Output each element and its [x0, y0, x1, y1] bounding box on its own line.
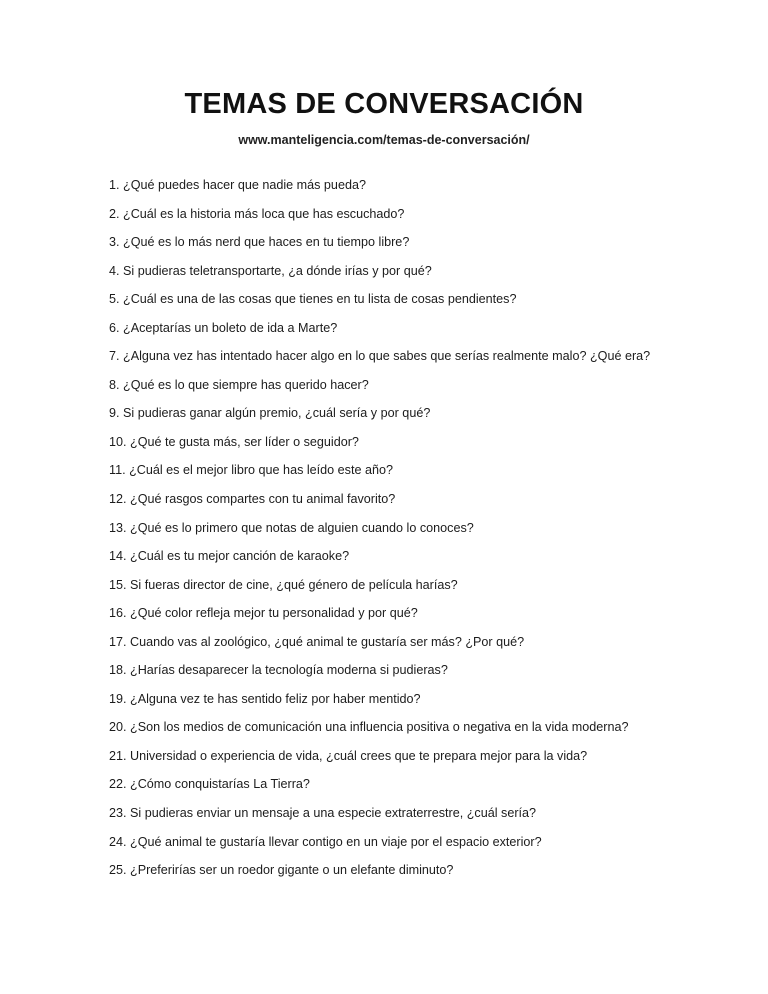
- source-url: www.manteligencia.com/temas-de-conversación/: [238, 133, 530, 147]
- list-item: 23. Si pudieras enviar un mensaje a una especie extraterrestre, ¿cuál sería?: [109, 806, 537, 821]
- list-item: 2. ¿Cuál es la historia más loca que has escuchado?: [109, 206, 405, 221]
- list-item: 9. Si pudieras ganar algún premio, ¿cuál sería y por qué?: [109, 406, 431, 421]
- list-item: 25. ¿Preferirías ser un roedor gigante o un elefante diminuto?: [109, 863, 454, 878]
- list-item: 14. ¿Cuál es tu mejor canción de karaoke?: [109, 549, 350, 564]
- list-item: 17. Cuando vas al zoológico, ¿qué animal te gustaría ser más? ¿Por qué?: [109, 634, 525, 649]
- list-item: 15. Si fueras director de cine, ¿qué género de película harías?: [109, 577, 458, 592]
- list-item: 11. ¿Cuál es el mejor libro que has leído este año?: [109, 463, 393, 478]
- list-item: 12. ¿Qué rasgos compartes con tu animal favorito?: [109, 492, 396, 507]
- list-item: 5. ¿Cuál es una de las cosas que tienes en tu lista de cosas pendientes?: [109, 292, 517, 307]
- document-title: TEMAS DE CONVERSACIÓN: [184, 88, 584, 120]
- list-item: 3. ¿Qué es lo más nerd que haces en tu tiempo libre?: [109, 235, 410, 250]
- list-item: 19. ¿Alguna vez te has sentido feliz por haber mentido?: [109, 691, 421, 706]
- list-item: 10. ¿Qué te gusta más, ser líder o seguidor?: [109, 434, 359, 449]
- list-item: 16. ¿Qué color refleja mejor tu personalidad y por qué?: [109, 606, 418, 621]
- list-item: 18. ¿Harías desaparecer la tecnología moderna si pudieras?: [109, 663, 448, 678]
- list-item: 4. Si pudieras teletransportarte, ¿a dónde irías y por qué?: [109, 263, 432, 278]
- list-item: 22. ¿Cómo conquistarías La Tierra?: [109, 777, 310, 792]
- list-item: 7. ¿Alguna vez has intentado hacer algo en lo que sabes que serías realmente malo? ¿Qué era?: [109, 349, 651, 364]
- list-item: 24. ¿Qué animal te gustaría llevar contigo en un viaje por el espacio exterior?: [109, 834, 542, 849]
- list-item: 6. ¿Aceptarías un boleto de ida a Marte?: [109, 320, 338, 335]
- list-item: 21. Universidad o experiencia de vida, ¿cuál crees que te prepara mejor para la vida?: [109, 748, 588, 763]
- list-item: 1. ¿Qué puedes hacer que nadie más pueda?: [109, 178, 366, 192]
- list-item: 8. ¿Qué es lo que siempre has querido hacer?: [109, 377, 369, 392]
- list-item: 13. ¿Qué es lo primero que notas de alguien cuando lo conoces?: [109, 520, 474, 535]
- list-item: 20. ¿Son los medios de comunicación una influencia positiva o negativa en la vida moderna?: [109, 720, 629, 735]
- question-list: [109, 176, 650, 890]
